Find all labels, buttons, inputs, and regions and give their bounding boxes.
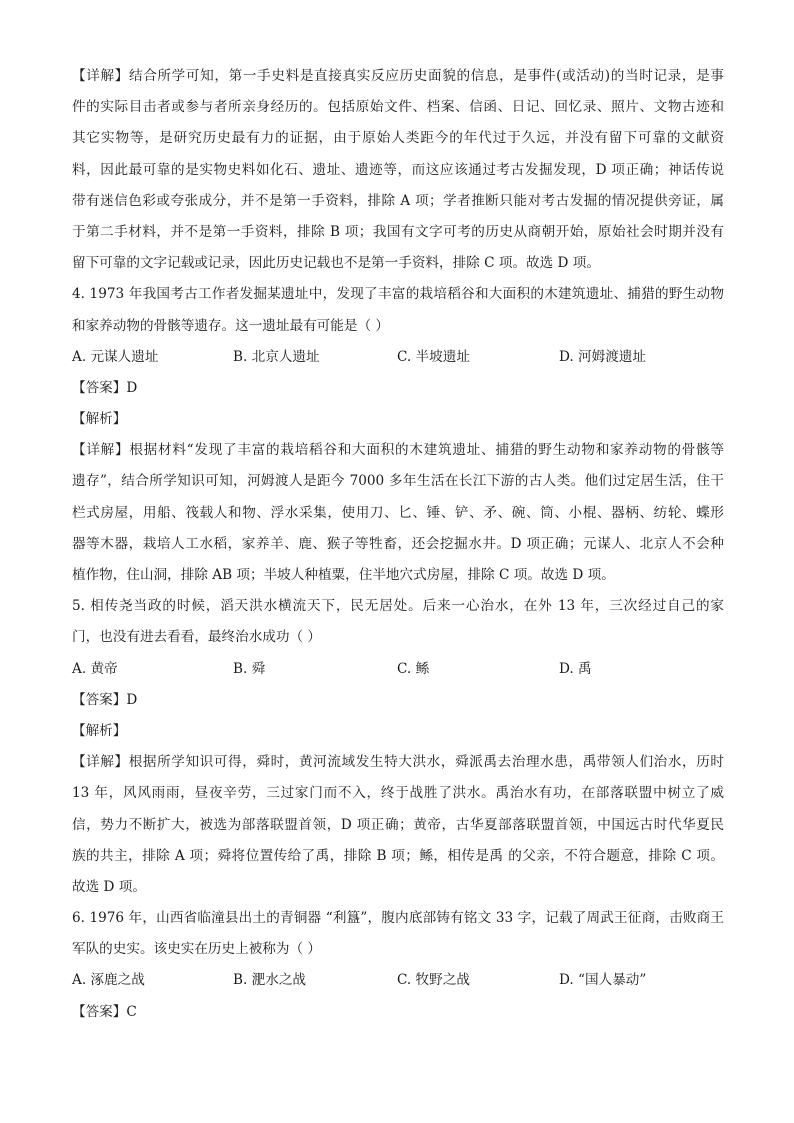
text-line: 植作物，住山洞，排除 AB 项；半坡人种植粟，住半地穴式房屋，排除 C 项。故选 D 项。 [72,567,615,583]
option-d: D. 禹 [559,660,592,677]
question-stem: 和家养动物的骨骸等遗存。这一遗址最有可能是（ ） [72,317,389,334]
text-line: 料，因此最可靠的是实物史料如化石、遗址、遗迹等，而这应该通过考古发掘发现，D 项正确；神话传说 [72,161,724,178]
analysis-label: 【解析】 [72,411,127,428]
option-a: A. 涿鹿之战 [72,972,145,989]
options-row [72,965,724,996]
option-d: D. “国人暴动” [559,972,647,989]
text-line: 族的共主，排除 A 项；舜将位置传给了禹，排除 B 项；鲧，相传是禹 的父亲，不符合题意，排除 C 项。 [72,847,724,864]
question-stem: 6. 1976 年，山西省临潼县出土的青铜器 “利簋”，腹内底部铸有铭文 33 字，记载了周武王征商，击败商王 [72,910,724,927]
text-line: 其它实物等，是研究历史最有力的证据，由于原始人类距今的年代过于久远，并没有留下可靠的文献资 [72,130,724,147]
text-line: 遗存”，结合所学知识可知，河姆渡人是距今 7000 多年生活在长江下游的古人类。他们过定居生活，住干 [72,473,724,490]
text-line: 件的实际目击者或参与者所亲身经历的。包括原始文件、档案、信函、日记、回忆录、照片、文物古迹和 [72,99,724,116]
option-c: C. 半坡遗址 [397,348,470,365]
text-line: 故选 D 项。 [72,878,146,895]
text-line: 【详解】根据材料“发现了丰富的栽培稻谷和大面积的木建筑遗址、捕猎的野生动物和家养动物的骨骸等 [72,442,724,459]
option-b: B. 淝水之战 [233,972,307,989]
answer-label: 【答案】C [72,1003,137,1020]
option-c: C. 牧野之战 [397,972,470,989]
text-line: 【详解】结合所学可知，第一手史料是直接真实反应历史面貌的信息，是事件(或活动)的当时记录，是事 [72,68,724,84]
answer-label: 【答案】D [72,691,138,708]
option-a: A. 元谋人遗址 [72,348,159,365]
q3-explanation [72,61,724,279]
text-line: 信，势力不断扩大，被选为部落联盟首领，D 项正确；黄帝，古华夏部落联盟首领，中国远古时代华夏民 [72,816,724,833]
question-5 [72,591,724,903]
question-6 [72,903,724,1028]
option-b: B. 北京人遗址 [233,348,320,365]
options-row [72,654,724,685]
text-line: 带有迷信色彩或夸张成分，并不是第一手资料，排除 A 项；学者推断只能对考古发掘的情况提供旁证，属 [72,192,724,209]
question-4 [72,279,724,591]
options-row [72,342,724,373]
text-line: 器等木器，栽培人工水稻，家养羊、鹿、猴子等牲畜，还会挖掘水井。D 项正确；元谋人、北京人不会种 [72,535,724,552]
question-stem: 门，也没有进去看看，最终治水成功（ ） [72,629,322,646]
option-d: D. 河姆渡遗址 [559,348,647,365]
text-line: 于第二手材料，并不是第一手资料，排除 B 项；我国有文字可考的历史从商朝开始，原始社会时期并没有 [72,223,724,240]
text-line: 13 年，风风雨雨，昼夜辛劳，三过家门而不入，终于战胜了洪水。禹治水有功，在部落联盟中树立了威 [72,785,724,802]
text-line: 留下可靠的文字记载或记录，因此历史记载也不是第一手资料，排除 C 项。故选 D 项。 [72,255,600,272]
text-line: 栏式房屋，用船、筏载人和物、浮水采集，使用刀、匕、锤、铲、矛、碗、筒、小棍、器柄、纺轮、蝶形 [72,504,724,521]
analysis-label: 【解析】 [72,722,127,739]
option-a: A. 黄帝 [72,660,118,677]
document-page [72,61,724,1028]
option-c: C. 鲧 [397,660,430,677]
question-stem: 5. 相传尧当政的时候，滔天洪水横流天下，民无居处。后来一心治水，在外 13 年，三次经过自己的家 [72,598,724,615]
answer-label: 【答案】D [72,379,138,396]
question-stem: 军队的史实。该史实在历史上被称为（ ） [72,941,322,958]
question-stem: 4. 1973 年我国考古工作者发掘某遗址中，发现了丰富的栽培稻谷和大面积的木建筑遗址、捕猎的野生动物 [72,286,724,303]
option-b: B. 舜 [233,660,266,677]
text-line: 【详解】根据所学知识可得，舜时，黄河流域发生特大洪水，舜派禹去治理水患，禹带领人们治水，历时 [72,754,724,771]
